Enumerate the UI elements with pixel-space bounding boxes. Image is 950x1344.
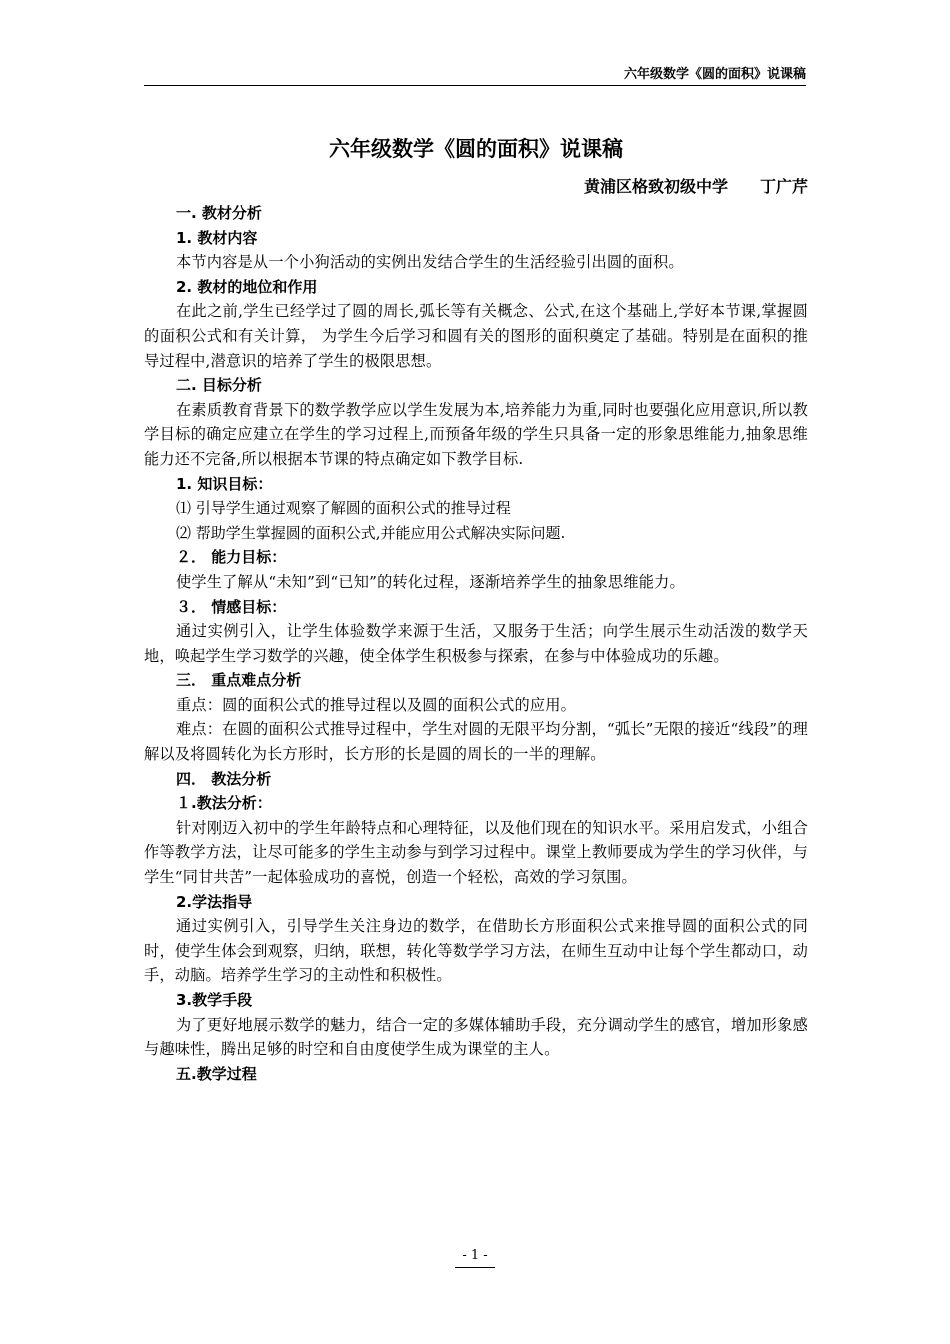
section-heading: 2. 教材的地位和作用 [176,277,318,296]
paragraph: 为了更好地展示数学的魅力，结合一定的多媒体辅助手段，充分调动学生的感官，增加形象感与趣味性，腾出足够的时空和自由度使学生成为课堂的主人。 [144,1015,808,1059]
section-heading: 五.教学过程 [176,1064,257,1083]
paragraph: 针对刚迈入初中的学生年龄特点和心理特征，以及他们现在的知识水平。采用启发式，小组合作等教学方法，让尽可能多的学生主动参与到学习过程中。课堂上教师要成为学生的学习伙伴，与学生“同甘共苦”一起体验成功的喜悦，创造一个轻松，高效的学习氛围。 [144,818,808,887]
section-heading: １.教法分析： [176,794,272,813]
document-sections [144,201,808,1086]
paragraph: 通过实例引入，引导学生关注身边的数学，在借助长方形面积公式来推导圆的面积公式的同时，使学生体会到观察，归纳，联想，转化等数学学习方法，在师生互动中让每个学生都动口，动手，动脑。培养学生学习的主动性和积极性。 [144,917,808,985]
section-heading: 2.学法指导 [176,892,253,911]
paragraph: 重点：圆的面积公式的推导过程以及圆的面积公式的应用。 [176,695,577,714]
page-number: - 1 - [462,1248,488,1263]
section-heading: ２． 能力目标： [176,548,287,567]
paragraph: 在此之前,学生已经学过了圆的周长,弧长等有关概念、公式,在这个基础上,学好本节课,掌握圆的面积公式和有关计算， 为学生今后学习和圆有关的图形的面积奠定了基础。特别是在面积的推导过程中,潜意识的培养了学生的极限思想。 [144,302,808,370]
paragraph: 在素质教育背景下的数学教学应以学生发展为本,培养能力为重,同时也要强化应用意识,所以教学目标的确定应建立在学生的学习过程上,而预备年级的学生只具备一定的形象思维能力,抽象思维能力还不完备,所以根据本节课的特点确定如下教学目标. [144,400,808,468]
paragraph: 难点：在圆的面积公式推导过程中，学生对圆的无限平均分割，“弧长”无限的接近“线段”的理解以及将圆转化为长方形时，长方形的长是圆的周长的一半的理解。 [144,720,808,764]
section-heading: 二. 目标分析 [176,376,262,395]
document-body [144,134,808,1086]
paragraph: 本节内容是从一个小狗活动的实例出发结合学生的生活经验引出圆的面积。 [176,253,684,272]
section-heading: 四． 教法分析 [176,769,272,788]
paragraph: 使学生了解从“未知”到“已知”的转化过程，逐渐培养学生的抽象思维能力。 [176,572,685,591]
list-item: ⑵ 帮助学生掌握圆的面积公式,并能应用公式解决实际问题. [176,523,566,542]
document-title: 六年级数学《圆的面积》说课稿 [329,137,623,161]
running-header [144,66,806,86]
section-heading: 3.教学手段 [176,991,253,1009]
running-header-title: 六年级数学《圆的面积》说课稿 [623,67,806,82]
section-heading: ３． 情感目标： [176,597,287,616]
list-item: ⑴ 引导学生通过观察了解圆的面积公式的推导过程 [176,499,511,518]
section-heading: 三． 重点难点分析 [176,671,302,690]
paragraph: 通过实例引入，让学生体验数学来源于生活，又服务于生活；向学生展示生动活泼的数学天地，唤起学生学习数学的兴趣，使全体学生积极参与探索，在参与中体验成功的乐趣。 [144,622,808,665]
author-line: 黄浦区格致初级中学 丁广芹 [583,177,808,196]
section-heading: 一. 教材分析 [176,204,262,222]
section-heading: 1. 教材内容 [176,228,258,247]
page-number-rule [455,1267,495,1268]
section-heading: 1. 知识目标： [176,474,273,493]
